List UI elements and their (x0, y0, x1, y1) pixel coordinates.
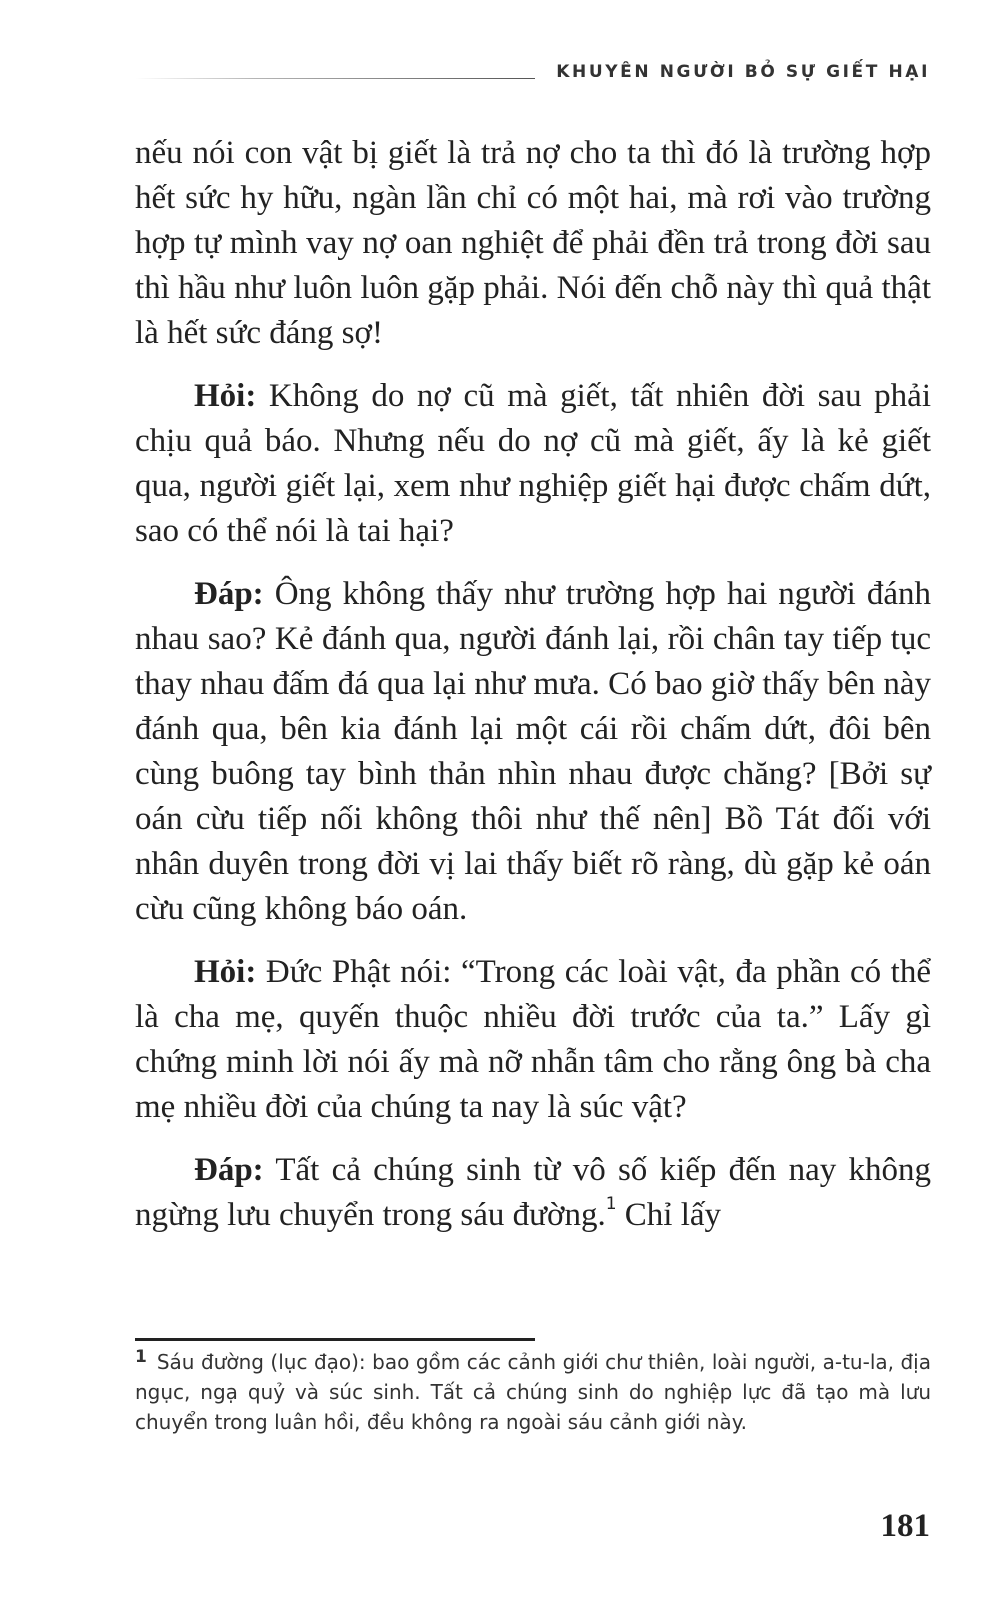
footnote (135, 1347, 931, 1437)
footnote-text: Sáu đường (lục đạo): bao gồm các cảnh giới chư thiên, loài người, a-tu-la, địa ngục, ngạ quỷ và súc sinh. Tất cả chúng sinh do nghiệp lực đã tạo mà lưu chuyển trong luân hồi, đều không ra ngoài sáu cảnh giới này. (135, 1350, 931, 1434)
answer-label: Đáp: (194, 576, 264, 612)
paragraph-continuation: nếu nói con vật bị giết là trả nợ cho ta thì đó là trường hợp hết sức hy hữu, ngàn lần chỉ có một hai, mà rơi vào trường hợp tự mình vay nợ oan nghiệt để phải đền trả trong đời sau thì hầu như luôn luôn gặp phải. Nói đến chỗ này thì quả thật là hết sức đáng sợ! (135, 135, 931, 351)
answer-text: Tất cả chúng sinh từ vô số kiếp đến nay không ngừng lưu chuyển trong sáu đường. (135, 1152, 931, 1233)
question-label: Hỏi: (194, 954, 257, 990)
header-rule (135, 78, 535, 79)
paragraph-answer-1 (135, 572, 931, 932)
paragraph-question-1 (135, 374, 931, 554)
question-label: Hỏi: (194, 378, 257, 414)
paragraph-answer-2 (135, 1148, 931, 1238)
body-text (135, 131, 931, 1256)
paragraph-question-2 (135, 950, 931, 1130)
answer-label: Đáp: (194, 1152, 264, 1188)
answer-text-tail: Chỉ lấy (616, 1197, 722, 1233)
running-header: KHUYÊN NGƯỜI BỎ SỰ GIẾT HẠI (556, 62, 930, 82)
footnote-rule (135, 1338, 535, 1341)
answer-text: Ông không thấy như trường hợp hai người đánh nhau sao? Kẻ đánh qua, người đánh lại, rồi chân tay tiếp tục thay nhau đấm đá qua lại như mưa. Có bao giờ thấy bên này đánh qua, bên kia đánh lại một cái rồi chấm dứt, đôi bên cùng buông tay bình thản nhìn nhau được chăng? [Bởi sự oán cừu tiếp nối không thôi như thế nên] Bồ Tát đối với nhân duyên trong đời vị lai thấy biết rõ ràng, dù gặp kẻ oán cừu cũng không báo oán. (135, 576, 931, 927)
question-text: Đức Phật nói: “Trong các loài vật, đa phần có thể là cha mẹ, quyến thuộc nhiều đời trước của ta.” Lấy gì chứng minh lời nói ấy mà nỡ nhẫn tâm cho rằng ông bà cha mẹ nhiều đời của chúng ta nay là súc vật? (135, 954, 931, 1125)
page-number: 181 (880, 1508, 930, 1544)
footnote-number: 1 (135, 1347, 147, 1367)
footnote-reference[interactable]: 1 (605, 1194, 617, 1214)
question-text: Không do nợ cũ mà giết, tất nhiên đời sau phải chịu quả báo. Nhưng nếu do nợ cũ mà giết, ấy là kẻ giết qua, người giết lại, xem như nghiệp giết hại được chấm dứt, sao có thể nói là tai hại? (135, 378, 931, 549)
